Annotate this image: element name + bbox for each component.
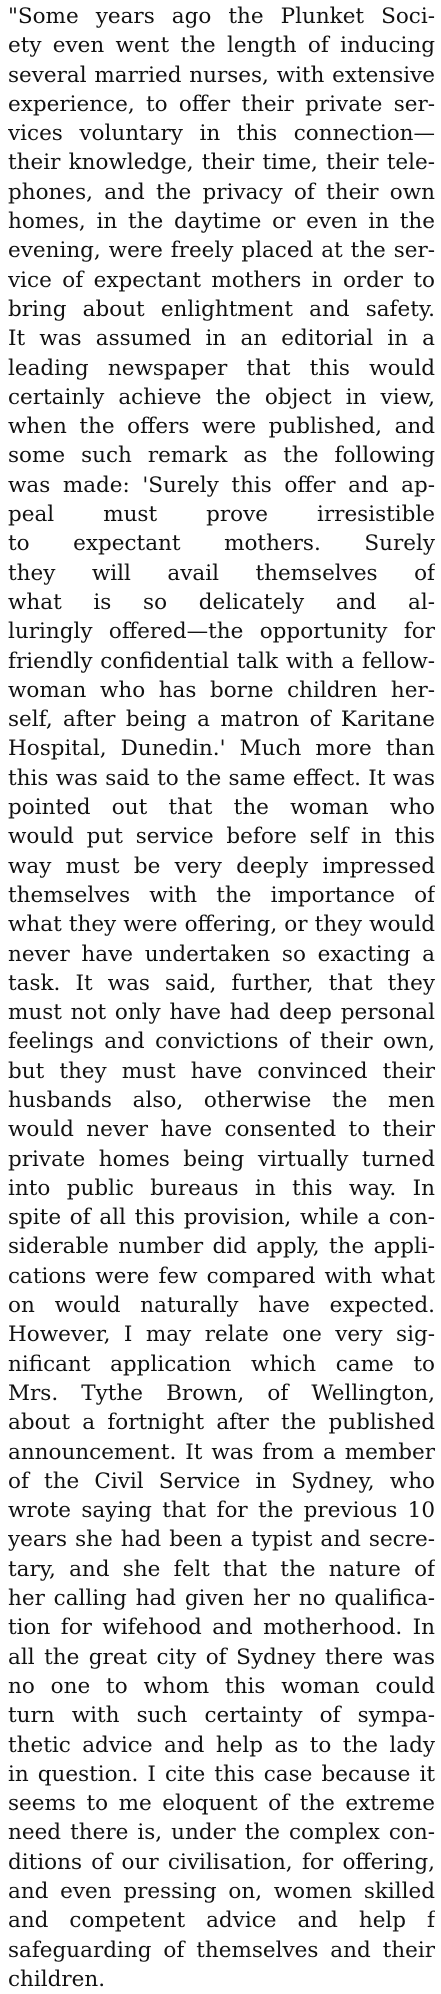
text-line: on would naturally have expected. [8, 1293, 435, 1319]
text-line: tary, and she felt that the nature of [8, 1556, 435, 1582]
text-line: her calling had given her no qualifica- [8, 1586, 435, 1612]
text-line: was made: 'Surely this offer and ap- [8, 472, 435, 498]
text-line: but they must have convinced their [8, 1058, 435, 1084]
text-line: all the great city of Sydney there was [8, 1644, 435, 1670]
text-line: task. It was said, further, that they [8, 970, 435, 996]
text-line: about a fortnight after the published [8, 1410, 435, 1436]
text-line: seems to me eloquent of the extreme [8, 1791, 435, 1817]
text-line: tion for wifehood and motherhood. In [8, 1615, 435, 1641]
text-line: of the Civil Service in Sydney, who [8, 1468, 435, 1494]
text-line: experience, to offer their private ser- [8, 91, 435, 117]
text-line: "Some years ago the Plunket Soci- [8, 4, 435, 29]
text-line: years she had been a typist and secre- [8, 1527, 435, 1553]
text-line: thetic advice and help as to the lady [8, 1732, 435, 1758]
text-line: Mrs. Tythe Brown, of Wellington, [8, 1380, 435, 1406]
text-line: must not only have had deep personal [8, 1000, 435, 1026]
text-line: need there is, under the complex con- [8, 1820, 435, 1846]
text-line: several married nurses, with extensive [8, 62, 435, 88]
text-line: pointed out that the woman who [8, 795, 435, 821]
text-line: into public bureaus in this way. In [8, 1175, 435, 1201]
text-line: and even pressing on, women skilled [8, 1879, 435, 1904]
text-line: they will avail themselves of [8, 560, 435, 586]
text-line: luringly offered—the opportunity for [8, 619, 435, 645]
text-line: self, after being a matron of Karitane [8, 707, 435, 733]
text-line: vice of expectant mothers in order to [8, 267, 435, 293]
text-line: never have undertaken so exacting a [8, 941, 435, 967]
text-line: cations were few compared with what [8, 1263, 435, 1289]
text-line: children. [8, 1966, 106, 1992]
text-line: peal must prove irresistible [8, 502, 435, 528]
text-line: spite of all this provision, while a con- [8, 1205, 435, 1231]
text-line: would put service before self in this [8, 824, 435, 850]
text-line: It was assumed in an editorial in a [8, 326, 435, 352]
text-line: in question. I cite this case because it [8, 1761, 435, 1787]
text-line: turn with such certainty of sympa- [8, 1703, 435, 1729]
text-line: ety even went the length of inducing [8, 33, 435, 59]
text-line: wrote saying that for the previous 10 [8, 1498, 435, 1524]
text-line: what they were offering, or they would [8, 912, 435, 938]
text-line: feelings and convictions of their own, [8, 1029, 435, 1055]
text-line: However, I may relate one very sig- [8, 1322, 435, 1348]
text-line: way must be very deeply impressed [8, 853, 435, 879]
text-line: leading newspaper that this would [8, 355, 435, 381]
text-line: would never have consented to their [8, 1117, 435, 1143]
text-line: friendly confidential talk with a fellow- [8, 648, 435, 674]
text-line: certainly achieve the object in view, [8, 384, 435, 410]
text-line: private homes being virtually turned [8, 1146, 435, 1172]
text-line: no one to whom this woman could [8, 1673, 435, 1699]
text-line: ditions of our civilisation, for offering, [8, 1849, 435, 1875]
text-line: homes, in the daytime or even in the [8, 209, 435, 235]
text-line: safeguarding of themselves and their [8, 1937, 435, 1963]
text-line: woman who has borne children her- [8, 677, 435, 703]
text-line: themselves with the importance of [8, 882, 435, 908]
text-line: and competent advice and help f [8, 1908, 435, 1934]
text-line: their knowledge, their time, their tele- [8, 150, 435, 176]
text-line: siderable number did apply, the appli- [8, 1234, 435, 1260]
text-line: when the offers were published, and [8, 414, 435, 440]
text-line: some such remark as the following [8, 443, 435, 469]
text-line: announcement. It was from a member [8, 1439, 435, 1465]
text-line: evening, were freely placed at the ser- [8, 238, 435, 264]
text-line: to expectant mothers. Surely [8, 531, 435, 557]
text-line: what is so delicately and al- [8, 589, 435, 615]
text-line: nificant application which came to [8, 1351, 435, 1377]
text-line: husbands also, otherwise the men [8, 1087, 435, 1113]
text-line: phones, and the privacy of their own [8, 179, 435, 205]
text-line: bring about enlightment and safety. [8, 296, 435, 322]
text-line: vices voluntary in this connection— [8, 121, 435, 147]
text-line: this was said to the same effect. It was [8, 765, 435, 791]
text-line: Hospital, Dunedin.' Much more than [8, 736, 435, 762]
